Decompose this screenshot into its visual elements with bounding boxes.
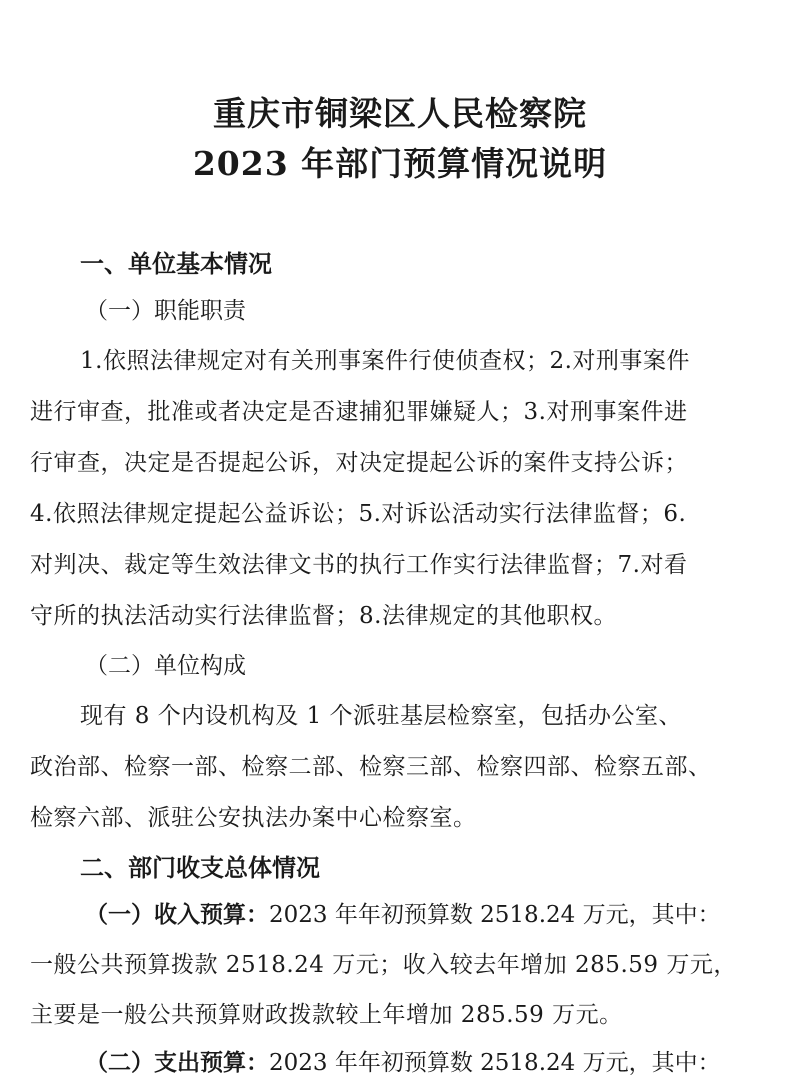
expense-budget-text: 2023 年年初预算数 2518.24 万元，其中： (269, 1050, 721, 1076)
income-budget-text: 2023 年年初预算数 2518.24 万元，其中： (269, 902, 721, 928)
expense-budget-label: （二）支出预算： (85, 1049, 269, 1076)
document-title-line2: 2023 年部门预算情况说明 (192, 144, 608, 183)
income-budget-line (85, 896, 721, 929)
paragraph-line: 进行审查，批准或者决定是否逮捕犯罪嫌疑人；3.对刑事案件进 (30, 399, 688, 425)
subsection-heading-structure: （二）单位构成 (85, 653, 246, 679)
section-heading-budget-overview: 二、部门收支总体情况 (80, 853, 320, 882)
section-heading-basic-info: 一、单位基本情况 (80, 249, 272, 278)
paragraph-line: 检察六部、派驻公安执法办案中心检察室。 (30, 805, 477, 831)
paragraph-line: 1.依照法律规定对有关刑事案件行使侦查权；2.对刑事案件 (80, 348, 690, 374)
expense-budget-line (85, 1044, 721, 1077)
paragraph-line: 4.依照法律规定提起公益诉讼；5.对诉讼活动实行法律监督；6. (30, 501, 687, 527)
paragraph-line: 主要是一般公共预算财政拨款较上年增加 285.59 万元。 (30, 1002, 623, 1028)
paragraph-line: 一般公共预算拨款 2518.24 万元；收入较去年增加 285.59 万元， (30, 952, 737, 978)
document-title-line1: 重庆市铜梁区人民检察院 (213, 94, 587, 133)
paragraph-line: 现有 8 个内设机构及 1 个派驻基层检察室，包括办公室、 (80, 703, 683, 729)
paragraph-line: 行审查，决定是否提起公诉，对决定提起公诉的案件支持公诉； (30, 450, 688, 476)
income-budget-label: （一）收入预算： (85, 901, 269, 928)
paragraph-line: 政治部、检察一部、检察二部、检察三部、检察四部、检察五部、 (30, 754, 712, 780)
subsection-heading-functions: （一）职能职责 (85, 298, 246, 324)
paragraph-line: 守所的执法活动实行法律监督；8.法律规定的其他职权。 (30, 603, 617, 629)
paragraph-line: 对判决、裁定等生效法律文书的执行工作实行法律监督；7.对看 (30, 552, 688, 578)
